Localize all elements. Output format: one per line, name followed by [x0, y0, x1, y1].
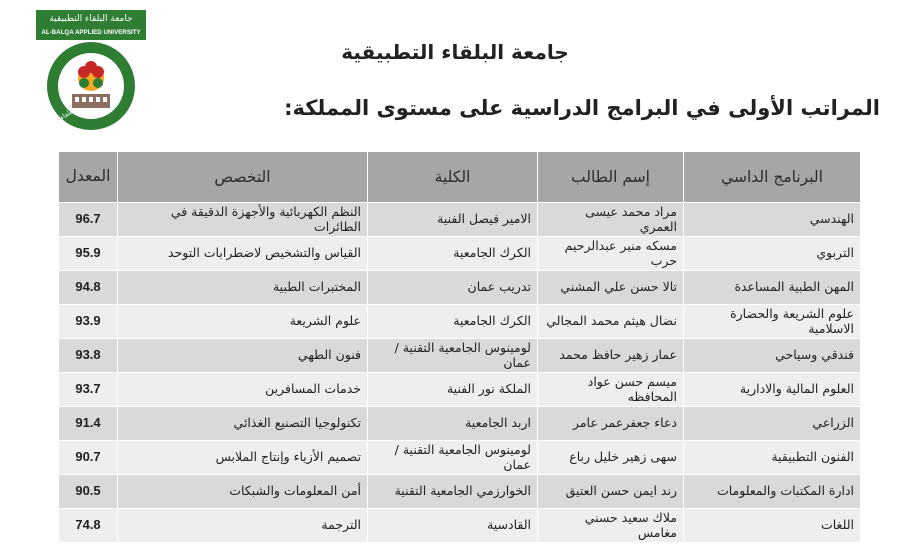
cell-student: ملاك سعيد حسني مغامس [538, 509, 684, 543]
cell-average: 93.8 [59, 339, 118, 373]
cell-program: العلوم المالية والادارية [684, 373, 861, 407]
cell-specialty: فنون الطهي [118, 339, 368, 373]
cell-specialty: المختبرات الطبية [118, 271, 368, 305]
cell-college: لومينوس الجامعية التقنية / عمان [368, 441, 538, 475]
cell-college: لومينوس الجامعية التقنية / عمان [368, 339, 538, 373]
cell-average: 93.9 [59, 305, 118, 339]
cell-student: مراد محمد عيسى العمري [538, 203, 684, 237]
cell-average: 90.5 [59, 475, 118, 509]
cell-specialty: خدمات المسافرين [118, 373, 368, 407]
cell-student: سهى زهير خليل رباع [538, 441, 684, 475]
table-row [59, 305, 861, 339]
cell-average: 94.8 [59, 271, 118, 305]
cell-specialty: علوم الشريعة [118, 305, 368, 339]
cell-program: الهندسي [684, 203, 861, 237]
cell-program: ادارة المكتبات والمعلومات [684, 475, 861, 509]
cell-student: تالا حسن علي المشني [538, 271, 684, 305]
cell-student: ميسم حسن عواد المحافظه [538, 373, 684, 407]
cell-average: 90.7 [59, 441, 118, 475]
table-row [59, 407, 861, 441]
cell-specialty: تصميم الأزياء وإنتاج الملابس [118, 441, 368, 475]
column-header-student: إسم الطالب [538, 152, 684, 203]
column-header-specialty: التخصص [118, 152, 368, 203]
cell-college: الخوارزمي الجامعية التقنية [368, 475, 538, 509]
cell-program: فندقي وسياحي [684, 339, 861, 373]
svg-text:من عين الى عمان البلقاء: من عين البلقاء [58, 76, 119, 122]
cell-college: القادسية [368, 509, 538, 543]
cell-student: رند ايمن حسن العتيق [538, 475, 684, 509]
cell-specialty: الترجمة [118, 509, 368, 543]
cell-college: الكرك الجامعية [368, 237, 538, 271]
column-header-program: البرنامج الداسي [684, 152, 861, 203]
table-row [59, 373, 861, 407]
cell-college: الامير فيصل الفنية [368, 203, 538, 237]
cell-college: الكرك الجامعية [368, 305, 538, 339]
svg-text:جامعة البلقاء التطبيقية: جامعة البلقاء التطبيقية [49, 14, 133, 24]
cell-college: تدريب عمان [368, 271, 538, 305]
cell-program: المهن الطبية المساعدة [684, 271, 861, 305]
cell-average: 95.9 [59, 237, 118, 271]
table-row [59, 271, 861, 305]
cell-student: نضال هيثم محمد المجالي [538, 305, 684, 339]
cell-program: اللغات [684, 509, 861, 543]
rankings-table [58, 151, 861, 543]
table-row [59, 509, 861, 543]
cell-student: دعاء جعفرعمر عامر [538, 407, 684, 441]
svg-text:AL-BALQA APPLIED UNIVERSITY: AL-BALQA APPLIED UNIVERSITY [41, 29, 141, 36]
table-row [59, 441, 861, 475]
table-row [59, 237, 861, 271]
cell-specialty: أمن المعلومات والشبكات [118, 475, 368, 509]
column-header-average: المعدل [59, 152, 118, 203]
cell-college: الملكة نور الفنية [368, 373, 538, 407]
cell-average: 74.8 [59, 509, 118, 543]
table-row [59, 475, 861, 509]
cell-specialty: القياس والتشخيص لاضطرابات التوحد [118, 237, 368, 271]
column-header-college: الكلية [368, 152, 538, 203]
table-row [59, 203, 861, 237]
cell-average: 96.7 [59, 203, 118, 237]
cell-program: علوم الشريعة والحضارة الاسلامية [684, 305, 861, 339]
table-header-row [59, 152, 861, 203]
cell-program: التربوي [684, 237, 861, 271]
cell-college: اربد الجامعية [368, 407, 538, 441]
cell-specialty: النظم الكهربائية والأجهزة الدقيقة في الطائرات [118, 203, 368, 237]
cell-student: عمار زهير حافظ محمد [538, 339, 684, 373]
university-logo [32, 8, 150, 134]
cell-specialty: تكنولوجيا التصنيع الغذائي [118, 407, 368, 441]
cell-average: 93.7 [59, 373, 118, 407]
cell-program: الفنون التطبيقية [684, 441, 861, 475]
university-title: جامعة البلقاء التطبيقية [341, 40, 569, 64]
table-row [59, 339, 861, 373]
cell-student: مسكه منير عبدالرحيم حرب [538, 237, 684, 271]
cell-program: الزراعي [684, 407, 861, 441]
cell-average: 91.4 [59, 407, 118, 441]
university-seal-icon [32, 8, 150, 134]
page-subtitle: المراتب الأولى في البرامج الدراسية على مستوى المملكة: [284, 96, 880, 120]
